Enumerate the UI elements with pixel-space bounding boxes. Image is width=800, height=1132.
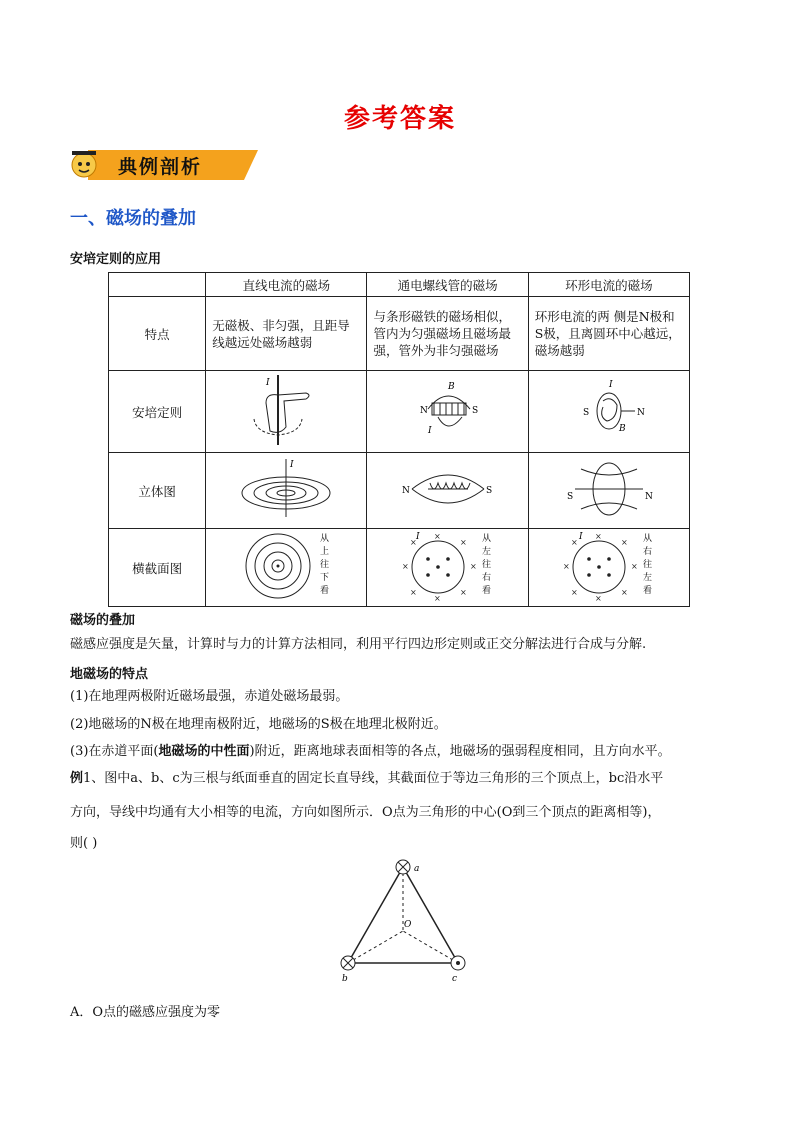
svg-text:N: N bbox=[644, 492, 653, 502]
svg-text:看: 看 bbox=[642, 586, 652, 596]
svg-text:S: S bbox=[471, 406, 478, 416]
geo-point: (2)地磁场的N极在地理南极附近，地磁场的S极在地理北极附近。 bbox=[70, 717, 447, 732]
sub-heading-geomagnetic: 地磁场的特点 bbox=[70, 667, 149, 682]
sub-heading-ampere: 安培定则的应用 bbox=[70, 252, 162, 267]
svg-text:下: 下 bbox=[320, 573, 330, 583]
svg-text:从: 从 bbox=[320, 534, 330, 544]
svg-text:S: S bbox=[566, 492, 574, 502]
feature-cell: 无磁极、非匀强，且距导线越远处磁场越弱 bbox=[206, 297, 367, 371]
example-line: 例1、图中a、b、c为三根与纸面垂直的固定长直导线，其截面位于等边三角形的三个顶点上，bc沿水平 bbox=[70, 771, 664, 786]
table-header-row bbox=[109, 273, 690, 297]
geo-point: (1)在地理两极附近磁场最强，赤道处磁场最弱。 bbox=[70, 689, 349, 704]
table-row bbox=[109, 371, 690, 453]
straight-wire-cross-section-figure bbox=[226, 531, 346, 601]
section-heading: 一、磁场的叠加 bbox=[70, 208, 196, 229]
svg-text:B: B bbox=[447, 382, 455, 392]
right-hand-solenoid-figure bbox=[398, 373, 498, 447]
svg-text:×: × bbox=[459, 538, 467, 547]
svg-text:×: × bbox=[409, 588, 417, 597]
row-label: 特点 bbox=[109, 297, 206, 371]
svg-text:×: × bbox=[594, 594, 602, 601]
svg-text:×: × bbox=[459, 588, 467, 597]
svg-text:×: × bbox=[401, 562, 409, 571]
row-label: 立体图 bbox=[109, 453, 206, 529]
superposition-text: 磁感应强度是矢量，计算时与力的计算方法相同，利用平行四边形定则或正交分解法进行合成与分解. bbox=[70, 637, 647, 652]
ampere-rule-table bbox=[108, 272, 690, 607]
triangle-wires-figure bbox=[330, 855, 470, 985]
svg-text:×: × bbox=[630, 562, 638, 571]
sub-heading-superposition: 磁场的叠加 bbox=[70, 613, 136, 628]
svg-text:左: 左 bbox=[481, 547, 491, 557]
svg-text:×: × bbox=[469, 562, 477, 571]
example-label: 例 bbox=[70, 771, 84, 786]
option-a: A．O点的磁感应强度为零 bbox=[70, 1005, 221, 1020]
table-header-cell: 直线电流的磁场 bbox=[206, 273, 367, 297]
ring-cross-section-figure bbox=[549, 531, 669, 601]
svg-text:I: I bbox=[415, 532, 420, 542]
svg-text:上: 上 bbox=[320, 547, 330, 557]
svg-text:×: × bbox=[409, 538, 417, 547]
svg-text:S: S bbox=[582, 408, 590, 418]
svg-text:×: × bbox=[620, 588, 628, 597]
feature-cell: 环形电流的两 侧是N极和S极，且离圆环中心越远，磁场越弱 bbox=[528, 297, 689, 371]
svg-text:×: × bbox=[620, 538, 628, 547]
svg-text:×: × bbox=[594, 532, 602, 541]
svg-text:从: 从 bbox=[481, 534, 491, 544]
svg-text:B: B bbox=[618, 424, 626, 434]
right-hand-straight-wire-figure bbox=[236, 373, 336, 447]
svg-text:左: 左 bbox=[642, 573, 652, 583]
svg-text:往: 往 bbox=[642, 560, 652, 570]
ring-3d-figure bbox=[559, 455, 659, 523]
table-row bbox=[109, 453, 690, 529]
row-label: 横截面图 bbox=[109, 529, 206, 607]
svg-text:右: 右 bbox=[481, 573, 491, 583]
neutral-plane-term: 地磁场的中性面 bbox=[158, 744, 250, 759]
label-I: I bbox=[266, 378, 270, 388]
example-line: 方向，导线中均通有大小相等的电流，方向如图所示．O点为三角形的中心(O到三个顶点的距离相等)， bbox=[70, 805, 661, 820]
table-header-cell: 环形电流的磁场 bbox=[528, 273, 689, 297]
table-header-cell bbox=[109, 273, 206, 297]
svg-text:S: S bbox=[485, 486, 492, 496]
svg-text:×: × bbox=[570, 538, 578, 547]
svg-text:×: × bbox=[562, 562, 570, 571]
svg-text:I: I bbox=[427, 426, 432, 436]
row-label: 安培定则 bbox=[109, 371, 206, 453]
banner-title: 典例剖析 bbox=[118, 156, 203, 178]
svg-text:I: I bbox=[608, 380, 613, 390]
svg-text:从: 从 bbox=[642, 534, 652, 544]
table-row bbox=[109, 297, 690, 371]
svg-text:右: 右 bbox=[642, 547, 652, 557]
svg-text:×: × bbox=[433, 532, 441, 541]
svg-text:c: c bbox=[452, 974, 458, 984]
straight-wire-3d-figure bbox=[236, 455, 336, 523]
svg-text:N: N bbox=[636, 408, 645, 418]
feature-cell: 与条形磁铁的磁场相似，管内为匀强磁场且磁场最强，管外为非匀强磁场 bbox=[367, 297, 528, 371]
page-title: 参考答案 bbox=[343, 104, 456, 134]
solenoid-cross-section-figure bbox=[388, 531, 508, 601]
svg-text:N: N bbox=[419, 406, 428, 416]
svg-text:看: 看 bbox=[481, 586, 491, 596]
svg-text:I: I bbox=[290, 460, 294, 470]
scholar-mascot-icon bbox=[72, 153, 96, 177]
svg-text:往: 往 bbox=[481, 560, 491, 570]
svg-text:N: N bbox=[401, 486, 410, 496]
solenoid-3d-figure bbox=[398, 455, 498, 523]
geo-point: (3)在赤道平面(地磁场的中性面)附近，距离地球表面相等的各点，地磁场的强弱程度相同，且方向水平。 bbox=[70, 744, 671, 759]
svg-text:b: b bbox=[342, 974, 348, 984]
table-row bbox=[109, 529, 690, 607]
svg-text:×: × bbox=[570, 588, 578, 597]
svg-text:往: 往 bbox=[320, 560, 330, 570]
svg-text:I: I bbox=[578, 532, 583, 542]
svg-text:看: 看 bbox=[320, 586, 330, 596]
svg-text:×: × bbox=[433, 594, 441, 601]
table-header-cell: 通电螺线管的磁场 bbox=[367, 273, 528, 297]
svg-text:O: O bbox=[404, 920, 412, 930]
right-hand-ring-figure bbox=[559, 373, 659, 447]
svg-text:a: a bbox=[414, 864, 420, 874]
example-line: 则( ) bbox=[70, 836, 98, 851]
